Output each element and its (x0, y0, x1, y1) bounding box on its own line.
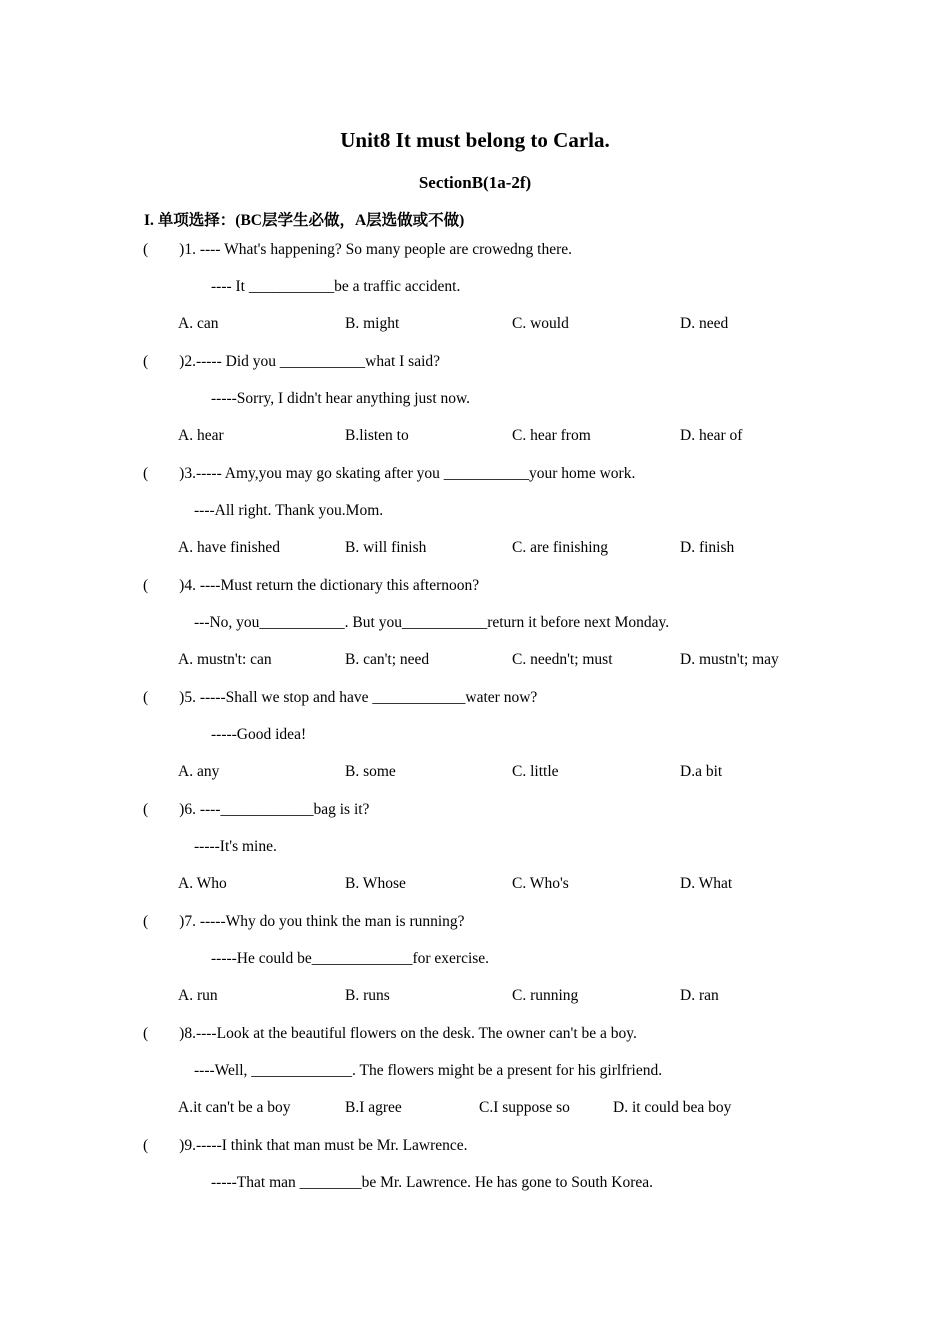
question-stem-2: ( )2.----- Did you ___________what I said? (143, 353, 441, 370)
question-reply-8: ----Well, _____________. The flowers might be a present for his girlfriend. (194, 1062, 663, 1079)
question-reply-2: -----Sorry, I didn't hear anything just now. (211, 390, 471, 407)
question-stem-5: ( )5. -----Shall we stop and have ____________water now? (143, 689, 538, 706)
option-6d: D. What (680, 875, 733, 892)
option-8a: A.it can't be a boy (178, 1099, 291, 1116)
question-stem-6: ( )6. ----____________bag is it? (143, 801, 370, 818)
question-stem-4: ( )4. ----Must return the dictionary this afternoon? (143, 577, 480, 594)
option-1c: C. would (512, 315, 569, 332)
option-3c: C. are finishing (512, 539, 608, 556)
option-7b: B. runs (345, 987, 390, 1004)
section-heading: I. 单项选择：(BC层学生必做，A层选做或不做) (144, 212, 465, 229)
question-stem-3: ( )3.----- Amy,you may go skating after you ___________your home work. (143, 465, 636, 482)
option-5c: C. little (512, 763, 559, 780)
page-title: Unit8 It must belong to Carla. (340, 128, 610, 152)
question-reply-6: -----It's mine. (194, 838, 277, 855)
option-6c: C. Who's (512, 875, 569, 892)
option-4b: B. can't; need (345, 651, 430, 668)
question-stem-7: ( )7. -----Why do you think the man is running? (143, 913, 465, 930)
option-1b: B. might (345, 315, 400, 332)
option-7c: C. running (512, 987, 579, 1004)
option-2b: B.listen to (345, 427, 409, 444)
question-reply-5: -----Good idea! (211, 726, 307, 743)
option-4d: D. mustn't; may (680, 651, 779, 668)
option-8d: D. it could bea boy (613, 1099, 732, 1116)
option-1d: D. need (680, 315, 729, 332)
option-2c: C. hear from (512, 427, 591, 444)
question-reply-1: ---- It ___________be a traffic accident. (211, 278, 461, 295)
question-reply-7: -----He could be_____________for exercise. (211, 950, 490, 967)
option-4c: C. needn't; must (512, 651, 613, 668)
question-stem-1: ( )1. ---- What's happening? So many people are crowedng there. (143, 241, 573, 258)
option-4a: A. mustn't: can (178, 651, 272, 668)
option-5d: D.a bit (680, 763, 723, 780)
option-2d: D. hear of (680, 427, 743, 444)
option-5a: A. any (178, 763, 220, 780)
option-7a: A. run (178, 987, 218, 1004)
page-subtitle: SectionB(1a-2f) (418, 173, 532, 192)
option-1a: A. can (178, 315, 219, 332)
question-reply-4: ---No, you___________. But you___________return it before next Monday. (194, 614, 670, 631)
option-6b: B. Whose (345, 875, 406, 892)
option-7d: D. ran (680, 987, 719, 1004)
option-3d: D. finish (680, 539, 735, 556)
question-stem-9: ( )9.-----I think that man must be Mr. Lawrence. (143, 1137, 468, 1154)
option-2a: A. hear (178, 427, 224, 444)
question-reply-9: -----That man ________be Mr. Lawrence. He has gone to South Korea. (211, 1174, 654, 1191)
option-6a: A. Who (178, 875, 227, 892)
option-3a: A. have finished (178, 539, 281, 556)
question-reply-3: ----All right. Thank you.Mom. (194, 502, 384, 519)
option-5b: B. some (345, 763, 396, 780)
option-3b: B. will finish (345, 539, 427, 556)
option-8b: B.I agree (345, 1099, 402, 1116)
option-8c: C.I suppose so (479, 1099, 570, 1116)
question-stem-8: ( )8.----Look at the beautiful flowers on the desk. The owner can't be a boy. (143, 1025, 637, 1042)
